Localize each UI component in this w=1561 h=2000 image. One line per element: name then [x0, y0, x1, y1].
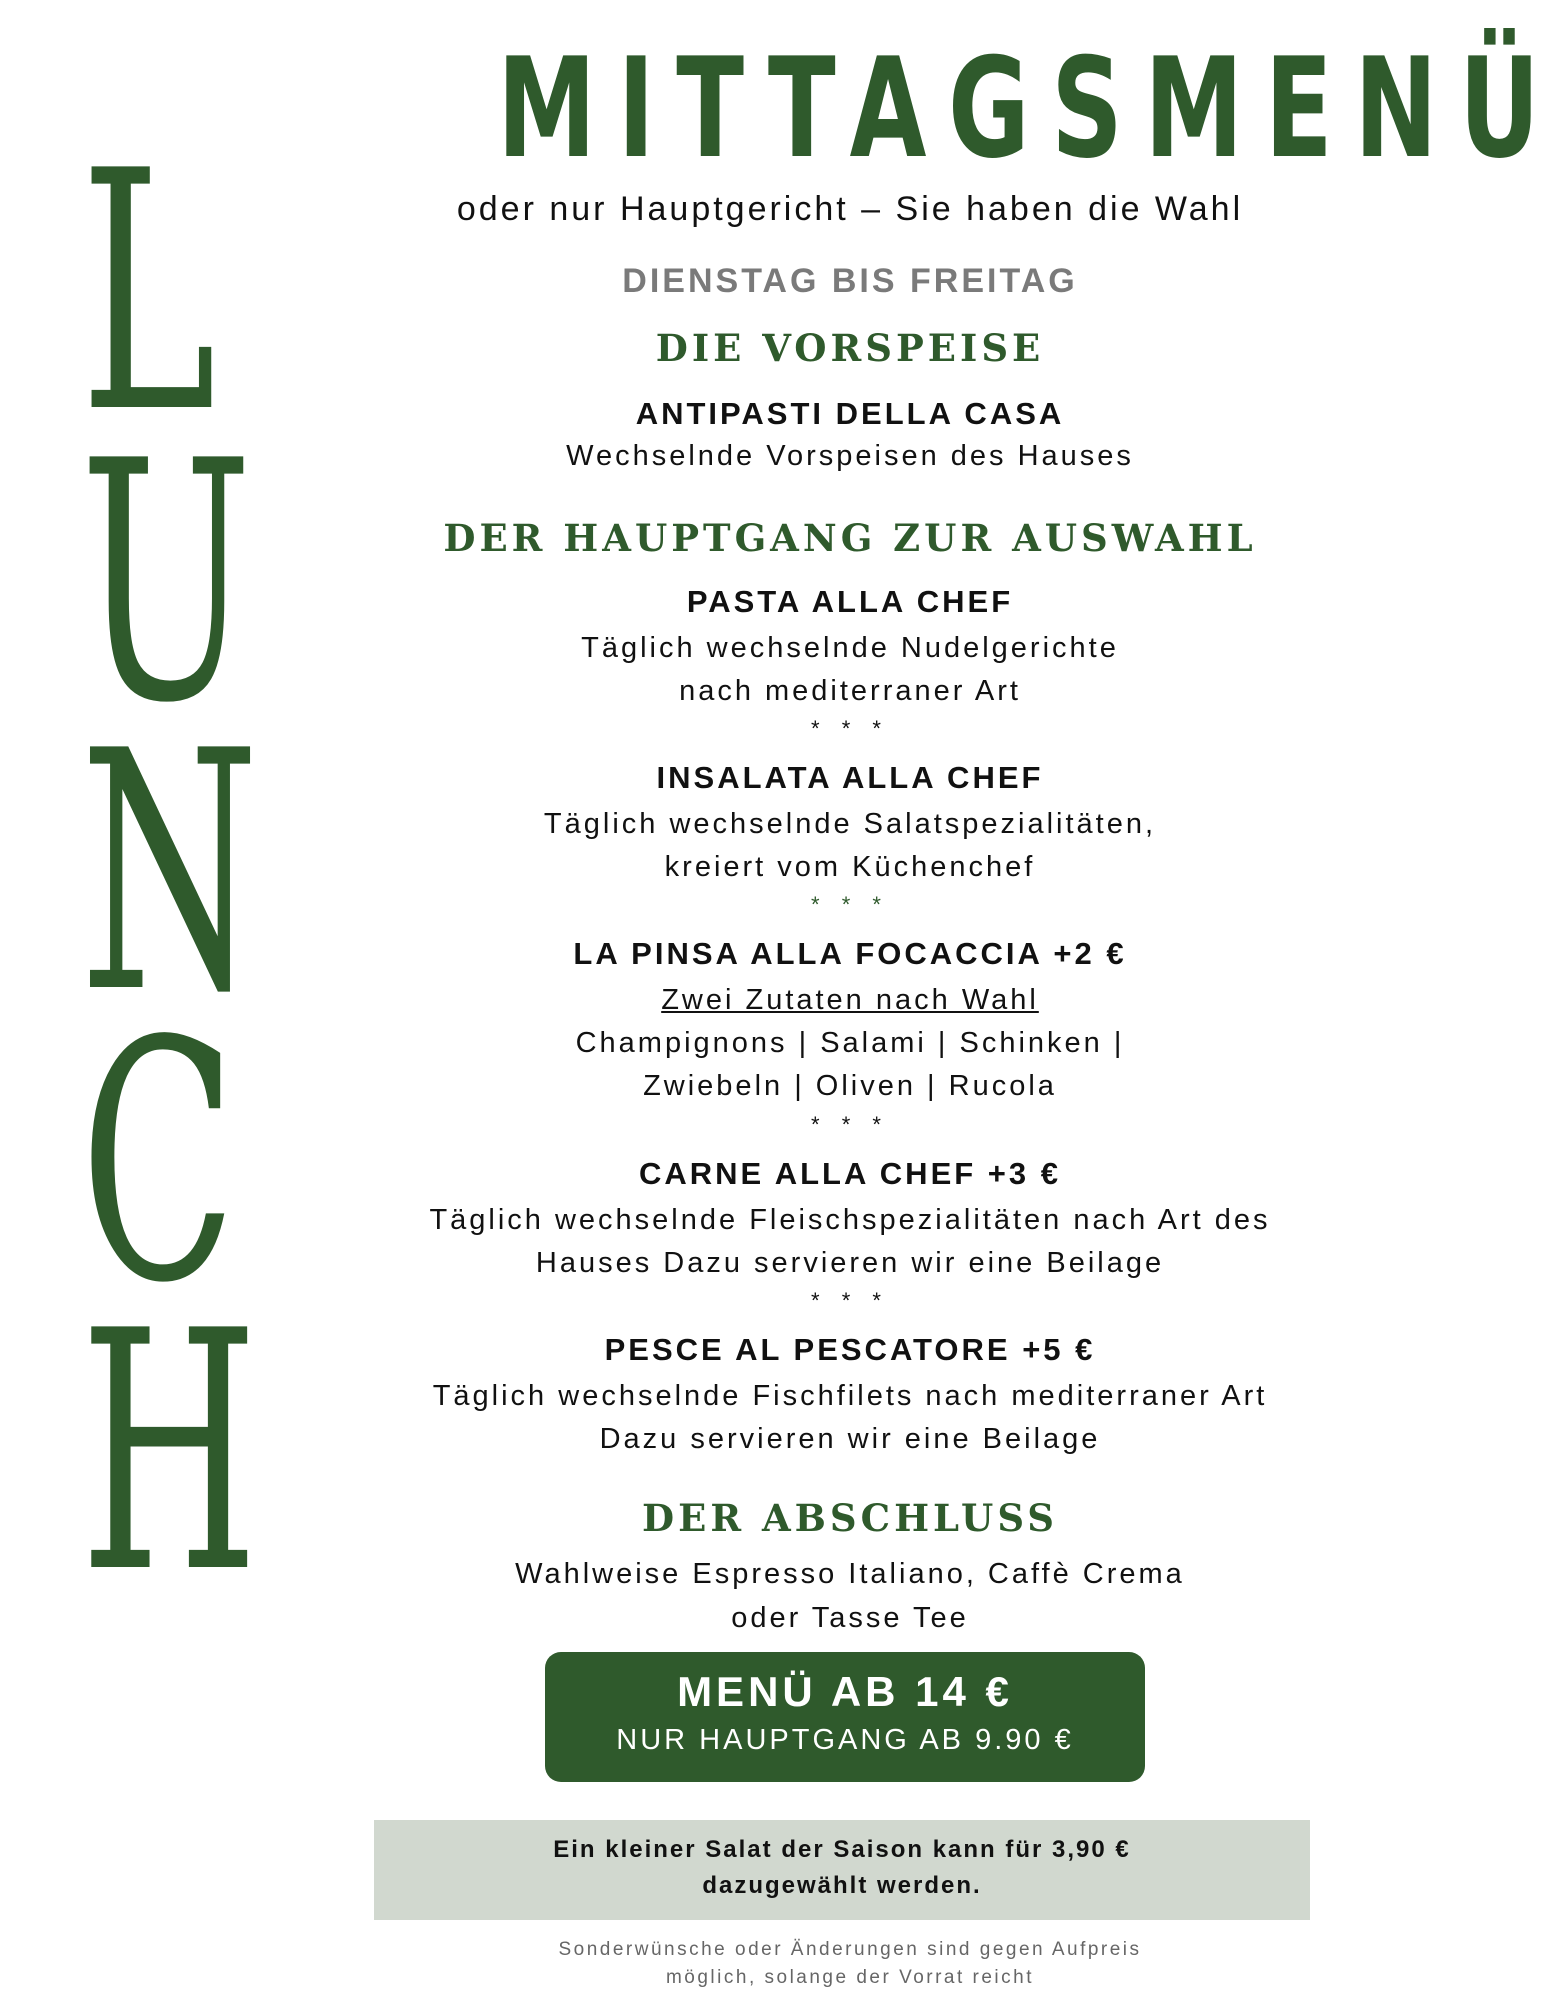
- footnote-line-1: Sonderwünsche oder Änderungen sind gegen Aufpreis: [558, 1939, 1142, 1960]
- salad-note-line-2: dazugewählt werden.: [702, 1872, 982, 1899]
- dish-desc-pinsa-2: Zwiebeln | Oliven | Rucola: [643, 1070, 1057, 1102]
- menu-subtitle: oder nur Hauptgericht – Sie haben die Wahl: [456, 190, 1244, 228]
- dish-desc-pesce-1: Täglich wechselnde Fischfilets nach mediterraner Art: [432, 1380, 1268, 1412]
- dish-desc-carne-1: Täglich wechselnde Fleischspezialitäten nach Art des: [429, 1204, 1271, 1236]
- lunch-letter-u: U: [80, 391, 253, 775]
- section-heading-dessert: DER ABSCHLUSS: [642, 1496, 1058, 1540]
- menu-title: MITTAGSMENÜ: [497, 28, 1561, 189]
- menu-days: DIENSTAG BIS FREITAG: [622, 262, 1078, 300]
- lunch-letter-l: L: [80, 101, 217, 485]
- lunch-letter-n: N: [80, 681, 260, 1065]
- price-box: [545, 1652, 1145, 1782]
- separator-stars: * * *: [811, 716, 889, 741]
- dessert-desc-1: Wahlweise Espresso Italiano, Caffè Crema: [515, 1558, 1185, 1590]
- dish-name-antipasti: ANTIPASTI DELLA CASA: [635, 396, 1065, 431]
- section-heading-main: DER HAUPTGANG ZUR AUSWAHL: [443, 516, 1257, 560]
- dish-desc-carne-2: Hauses Dazu servieren wir eine Beilage: [535, 1247, 1165, 1279]
- dish-desc-pinsa-1: Champignons | Salami | Schinken |: [575, 1027, 1125, 1059]
- salad-note-line-1: Ein kleiner Salat der Saison kann für 3,90 €: [553, 1836, 1131, 1863]
- dish-name-pasta: PASTA ALLA CHEF: [686, 584, 1014, 619]
- separator-stars: * * *: [811, 1112, 889, 1137]
- section-heading-starter: DIE VORSPEISE: [655, 326, 1045, 370]
- dish-name-carne: CARNE ALLA CHEF +3 €: [639, 1156, 1061, 1191]
- footnote-line-2: möglich, solange der Vorrat reicht: [665, 1967, 1035, 1988]
- dish-name-pesce: PESCE AL PESCATORE +5 €: [604, 1332, 1096, 1367]
- separator-stars: * * *: [811, 892, 889, 917]
- dish-desc-pesce-2: Dazu servieren wir eine Beilage: [599, 1423, 1101, 1455]
- dessert-desc-2: oder Tasse Tee: [731, 1602, 969, 1634]
- dish-desc-pasta-2: nach mediterraner Art: [679, 675, 1021, 707]
- dish-desc-antipasti: Wechselnde Vorspeisen des Hauses: [566, 440, 1134, 472]
- dish-name-pinsa: LA PINSA ALLA FOCACCIA +2 €: [573, 936, 1127, 971]
- price-menu: MENÜ AB 14 €: [677, 1668, 1013, 1715]
- footnote: [360, 1936, 1340, 1992]
- dish-desc-insalata-2: kreiert vom Küchenchef: [664, 851, 1036, 883]
- salad-note-box: [374, 1820, 1310, 1920]
- lunch-letter-c: C: [80, 971, 237, 1355]
- dish-name-insalata: INSALATA ALLA CHEF: [656, 760, 1044, 795]
- price-main-only: NUR HAUPTGANG AB 9.90 €: [616, 1724, 1074, 1756]
- lunch-letter-h: H: [80, 1261, 259, 1645]
- dish-note-pinsa: Zwei Zutaten nach Wahl: [661, 984, 1039, 1016]
- separator-stars: * * *: [811, 1288, 889, 1313]
- dish-desc-pasta-1: Täglich wechselnde Nudelgerichte: [581, 632, 1119, 664]
- dish-desc-insalata-1: Täglich wechselnde Salatspezialitäten,: [543, 808, 1157, 840]
